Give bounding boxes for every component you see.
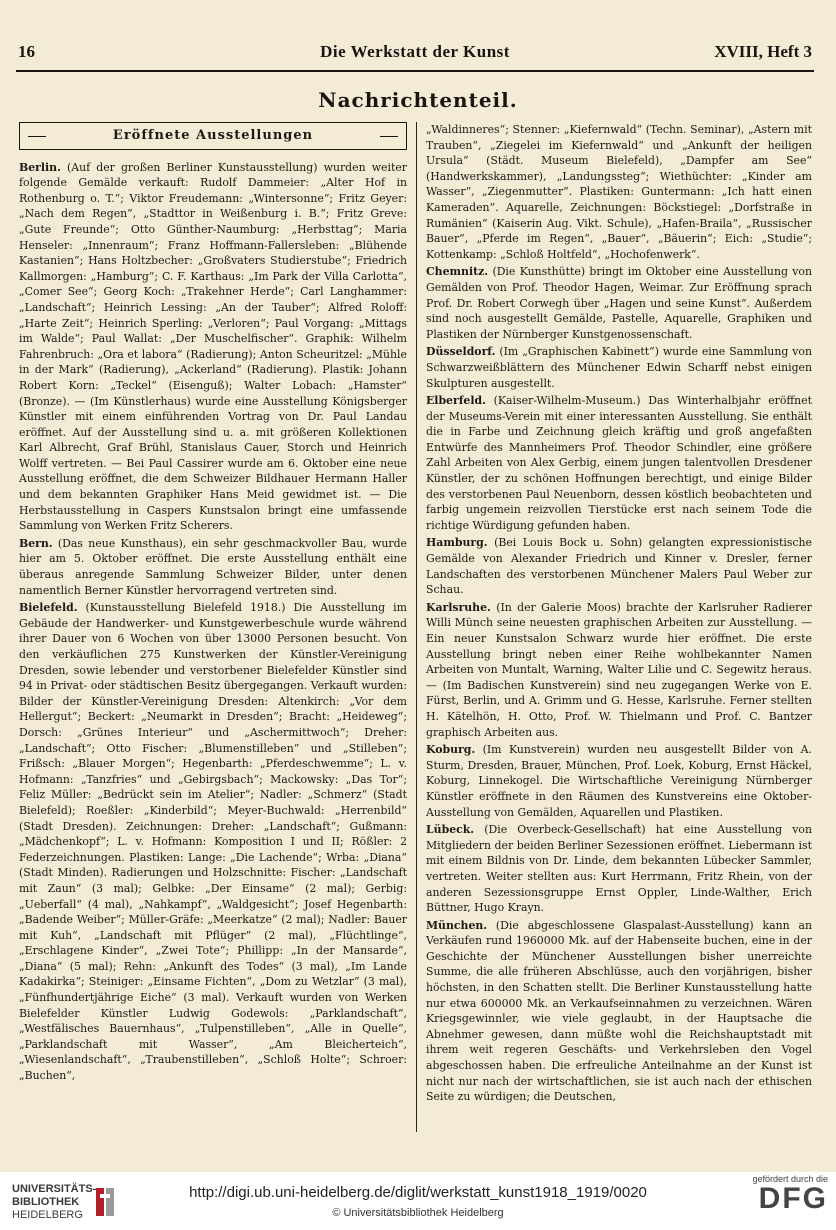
right-column (426, 122, 812, 1107)
library-name-line1: UNIVERSITÄTS- (12, 1183, 97, 1195)
place-heading: Chemnitz. (426, 265, 489, 279)
dfg-tagline: gefördert durch die (752, 1174, 828, 1184)
paragraph-text: „Waldinneres“; Stenner: „Kiefernwald“ (Techn. Seminar), „Astern mit Trauben“, „Ziegelei im Kiefernwald“ und „Ankunft der heiligen Ursula“ (Städt. Museum Bielefeld), „Dampfer am See“ (Handwerkskammer), „Landungssteg“; Wiethüchter: „Kinder am Wasser“, „Ziegenmutter“. Plastiken: Guntermann: „Ich hatt einen Kameraden“. Aquarelle, Zeichnungen: Böckstiegel: „Dorfstraße in Rumänien“ (Kaiserin Aug. Vikt. Schule), „Hafen-Braila“, „Russischer Bauer“, „Pferde im Regen“, „Bauer“, „Bäuerin“; Eich: „Studie“; Kottenkamp: „Schloß Holtfeld“, „Hochofenwerk“. (426, 123, 812, 261)
place-heading: Lübeck. (426, 823, 475, 837)
place-heading: Düsseldorf. (426, 345, 496, 359)
article-paragraph (426, 344, 812, 391)
dfg-logo[interactable] (738, 1174, 828, 1228)
place-heading: München. (426, 918, 488, 932)
article-paragraph (426, 535, 812, 597)
dfg-wordmark: DFG (758, 1182, 828, 1215)
page-number: 16 (18, 42, 35, 61)
article-paragraph (426, 822, 812, 916)
place-heading: Hamburg. (426, 536, 488, 550)
issue-label: XVIII, Heft 3 (714, 42, 812, 61)
left-column (19, 122, 407, 1086)
column-divider (416, 122, 417, 1132)
paragraph-text: (Die abgeschlossene Glaspalast-Ausstellung) kann an Verkäufen rund 1960000 Mk. auf der Habenseite buchen, eine in der Geschichte der Münchener Ausstellungen bisher unerreichte Summe, die alle früheren Abschlüsse, auch den vorjährigen, bisher höchsten, in den Schatten stellt. Die Berliner Kunstausstellung hatte nur etwa 600000 Mk. an Verkaufseinnahmen zu verzeichnen. Wären Kriegsgewinnler, wie viele geglaubt, in der Hauptsache die Abnehmer gewesen, dann müßte wohl die Reichshauptstadt mit ihrem weit regeren Geschäfts- und Verkehrsleben den Vogel abgeschossen haben. Die erfreuliche Anteilnahme an der Kunst ist nicht nur nach der wirtschaftlichen, sie ist auch nach der ethischen Seite zu würdigen; die Deutschen, (426, 918, 812, 1104)
place-heading: Bern. (19, 536, 53, 550)
journal-title: Die Werkstatt der Kunst (320, 42, 510, 61)
article-paragraph (426, 122, 812, 262)
copyright-notice: © Universitätsbibliothek Heidelberg (332, 1207, 504, 1219)
article-paragraph (426, 393, 812, 533)
paragraph-text: (Die Overbeck-Gesellschaft) hat eine Ausstellung von Mitgliedern der beiden Berliner Sezessionen eröffnet. Liebermann ist mit einem Bildnis von Dr. Linde, dem bekannten Lübecker Sammler, vertreten. Weiter stellten aus: Kurt Herrmann, Fritz Rhein, von der anderen Sezessionsgruppe Ernst Oppler, Linde-Walther, Erich Büttner, Hugo Krayn. (426, 823, 812, 915)
article-paragraph (426, 264, 812, 342)
library-name-line2: BIBLIOTHEK (12, 1196, 80, 1208)
paragraph-text: (Das neue Kunsthaus), ein sehr geschmackvoller Bau, wurde hier am 5. Oktober eröffnet. Die erste Ausstellung enthält eine überaus anregende Sammlung Schweizer Bilder, unter denen namentlich Berner Künstler hervorragend vertreten sind. (19, 536, 407, 597)
paragraph-text: (Auf der großen Berliner Kunstausstellung) wurden weiter folgende Gemälde verkauft: Rudolf Dammeier: „Alter Hof in Rothenburg o. T.“; Viktor Freudemann: „Wintersonne“; Fritz Geyer: „Nach dem Regen“, „Stadttor in Weißenburg i. B.“; Fritz Greve: „Gute Freunde“; Otto Günther-Naumburg: „Herbsttag“; Maria Henseler: „Innenraum“; Franz Hoffmann-Fallersleben: „Blühende Kastanien“; Hans Holtzbecher: „Großvaters Studierstube“; Friedrich Kallmorgen: „Hamburg“; C. F. Karthaus: „Im Park der Villa Carlotta“, „Comer See“; Georg Koch: „Trakehner Herde“; Carl Langhammer: „Landschaft“; Heinrich Lessing: „An der Tauber“; Alfred Roloff: „Harte Zeit“; Heinrich Sperling: „Verloren“; Paul Vorgang: „Mittags im Walde“; Paul Wallat: „Der Muschelfischer“. Graphik: Wilhelm Fahrenbruch: „Ora et labora“ (Radierung); Anton Scheuritzel: „Mühle in der Mark“ (Radierung), „Ackerland“ (Radierung). Plastik: Johann Robert Korn: „Teckel“ (Eisenguß); Walter Lobach: „Hamster“ (Bronze). — (Im Künstlerhaus) wurde eine Ausstellung Königsberger Künstler mit einem einführenden Vortrag von Dr. Paul Landau eröffnet. Auf der Ausstellung sind u. a. mit größeren Kollektionen Karl Albrecht, Graf Brühl, Stanislaus Cauer, Storch und Heinrich Wolff vertreten. — Bei Paul Cassirer wurde am 6. Oktober eine neue Ausstellung eröffnet, die dem Schweizer Bildhauer Hermann Haller und dem bekannten Graphiker Hans Meid gewidmet ist. — Die Herbstausstellung in Caspers Kunstsalon bringt eine umfassende Sammlung von Werken Fritz Scherers. (19, 160, 407, 533)
place-heading: Koburg. (426, 743, 476, 757)
section-title: Nachrichtenteil. (318, 88, 518, 112)
header-rule (16, 70, 814, 72)
article-paragraph (19, 536, 407, 598)
place-heading: Bielefeld. (19, 601, 78, 615)
library-name-line3: HEIDELBERG (12, 1209, 83, 1221)
place-heading: Elberfeld. (426, 394, 486, 408)
paragraph-text: (Im Kunstverein) wurden neu ausgestellt Bilder von A. Sturm, Dresden, Brauer, München, Prof. Loek, Koburg, Ernst Häckel, Koburg, Linnekogel. Die Wirtschaftliche Vereinigung Nürnberger Künstler eröffnete in den Räumen des Kunstvereins eine Oktober-Ausstellung von Gemälden, Aquarellen und Plastiken. (426, 743, 812, 819)
article-paragraph (19, 600, 407, 1083)
place-heading: Berlin. (19, 160, 61, 174)
article-paragraph (426, 918, 812, 1105)
paragraph-text: (In der Galerie Moos) brachte der Karlsruher Radierer Willi Münch seine neuesten graphischen Arbeiten zur Ausstellung. — Ein neuer Kunstsalon Schwarz wurde hier eröffnet. Die erste Ausstellung bringt neben einer Reihe wohlbekannter Namen Arbeiten von Muntalt, Warning, Walter Lilie und C. Segewitz heraus. — (Im Badischen Kunstverein) sind neu zugegangen Werke von E. Fürst, Berlin, und A. Grimm und G. Hesse, Karlsruhe. Ferner stellten H. Kätelhön, H. Otto, Prof. W. Thielmann und Prof. C. Bantzer graphisch Arbeiten aus. (426, 600, 812, 739)
permalink-url[interactable]: http://digi.ub.uni-heidelberg.de/diglit/werkstatt_kunst1918_1919/0020 (189, 1184, 647, 1201)
paragraph-text: (Kunstausstellung Bielefeld 1918.) Die Ausstellung im Gebäude der Handwerker- und Kunstgewerbeschule wurde während ihrer Dauer von 6 Wochen von über 13000 Personen besucht. Von den verkäuflichen 275 Kunstwerken der Künstler-Vereinigung Dresden, sowie lebender und verstorbener Bielefelder Künstler sind 94 in Privat- oder städtischen Besitz übergegangen. Verkauft wurden: Bilder der Künstler-Vereinigung Dresden: Altenkirch: „Vor dem Hellergut“; Beckert: „Neumarkt in Dresden“; Bracht: „Heideweg“; Dorsch: „Grünes Interieur“ und „Aschermittwoch“; Dreher: „Landschaft“; Otto Fischer: „Blumenstilleben“ und „Stilleben“; Frißsch: „Blauer Morgen“; Hegenbarth: „Pferdeschwemme“; L. v. Hofmann: „Tanzfries“ und „Gebirgsbach“; Mackowsky: „Das Tor“; Feliz Müller: „Bedrückt sein im Atelier“; Nadler: „Schmerz“ (Stadt Bielefeld); Roeßler: „Kinderbild“; Meyer-Buchwald: „Herrenbild“ (Stadt Dresden). Zeichnungen: Dreher: „Landschaft“; Gußmann: „Mädchenkopf“; L. v. Hofmann: Komposition I und II; Rößler: 2 Federzeichnungen. Plastiken: Lange: „Die Lachende“; Wrba: „Diana“ (Stadt Minden). Radierungen und Holzschnitte: Fischer: „Landschaft mit Zaun“ (3 mal); Gelbke: „Der Einsame“ (2 mal); Gerbig: „Ueberfall“ (4 mal), „Nahkampf“, „Waldgesicht“; Josef Hegenbarth: „Badende Weiber“; Müller-Gräfe: „Meerkatze“ (2 mal); Nadler: Bauer mit Kuh“, „Landschaft mit Pflüger“ (2 mal), „Flüchtlinge“, „Erschlagene Kinder“, „Zwei Tote“; Phillipp: „In der Mansarde“, „Diana“ (5 mal); Rehn: „Ankunft des Todes“ (3 mal), „Im Lande Kadakirka“; Steiniger: „Einsame Fichten“, „Dom zu Wetzlar“ (3 mal), „Fünfhundertjährige Eiche“ (3 mal). Verkauft wurden von Werken Bielefelder Künstler Ludwig Godewols: „Parklandschaft“, „Westfälisches Bauernhaus“, „Tulpenstilleben“, „Alle in Quelle“, „Parklandschaft mit Wasser“, „Am Bleicherteich“, „Wiesenlandschaft“, „Traubenstilleben“, „Schloß Holte“; Schroer: „Buchen“, (19, 601, 407, 1083)
box-heading: Eröffnete Ausstellungen (19, 122, 407, 150)
paragraph-text: (Die Kunsthütte) bringt im Oktober eine Ausstellung von Gemälden von Prof. Theodor Hagen, Weimar. Zur Eröffnung sprach Prof. Dr. Robert Corwegh über „Hagen und seine Kunst“. Außerdem sind noch ausgestellt Gemälde, Pastelle, Aquarelle, Graphiken und Plastiken der Nürnberger Kunstgenossenschaft. (426, 265, 812, 341)
paragraph-text: (Im „Graphischen Kabinett“) wurde eine Sammlung von Schwarzweißblättern des Münchener Edwin Scharff nebst einigen Skulpturen ausgestellt. (426, 345, 812, 390)
viewer-footer (0, 1172, 836, 1230)
place-heading: Karlsruhe. (426, 600, 491, 614)
paragraph-text: (Bei Louis Bock u. Sohn) gelangten expressionistische Gemälde von Alexander Friedrich und Kinner v. Dresler, ferner Landschaften des verstorbenen Münchener Malers Paul Weber zur Schau. (426, 536, 812, 597)
article-paragraph (19, 160, 407, 534)
article-paragraph (426, 600, 812, 740)
running-head (18, 40, 812, 66)
article-paragraph (426, 742, 812, 820)
paragraph-text: (Kaiser-Wilhelm-Museum.) Das Winterhalbjahr eröffnet der Museums-Verein mit einer interessanten Ausstellung. Sie enthält die in Farbe und Zeichnung gleich kräftig und groß angefaßten Entwürfe des Mannheimers Prof. Theodor Schindler, eine größere Zahl Arbeiten von Alex Gerbig, einem jungen talentvollen Dresdener Künstler, der zu schönen Hoffnungen berechtigt, und einige Bilder des verstorbenen Paul Neuenborn, dessen köstlich beobachteten und farbig ungemein reizvollen Tierstücke erst nach seinem Tode die richtige Würdigung gefunden haben. (426, 394, 812, 532)
